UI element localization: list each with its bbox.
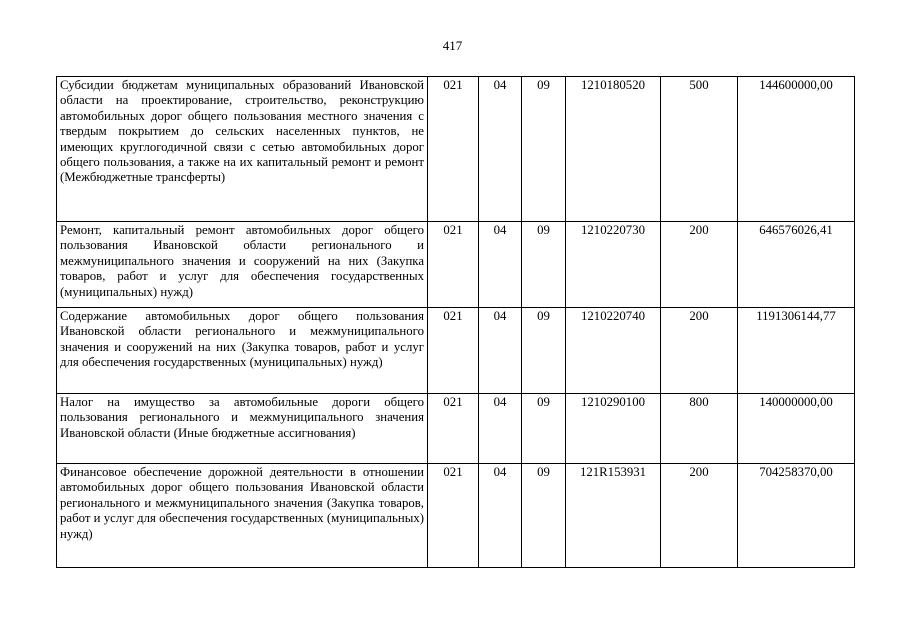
- section-code: 04: [479, 222, 522, 308]
- row-description: Содержание автомобильных дорог общего пользования Ивановской области регионального и межмуниципального значения и сооружений на них (Закупка товаров, работ и услуг для обеспечения государственных (муниципальных) нужд): [57, 308, 428, 394]
- target-article-code: 1210180520: [566, 77, 661, 222]
- expense-type-code: 800: [661, 394, 738, 464]
- table-row: [57, 308, 855, 394]
- subsection-code: 09: [522, 394, 566, 464]
- section-code: 04: [479, 464, 522, 568]
- table-row: [57, 222, 855, 308]
- table-row: [57, 464, 855, 568]
- section-code: 04: [479, 308, 522, 394]
- row-description: Субсидии бюджетам муниципальных образований Ивановской области на проектирование, строительство, реконструкцию автомобильных дорог общего пользования местного значения с твердым покрытием до сельских населенных пунктов, не имеющих круглогодичной связи с сетью автомобильных дорог общего пользования, а также на их капитальный ремонт и ремонт (Межбюджетные трансферты): [57, 77, 428, 222]
- row-description: Ремонт, капитальный ремонт автомобильных дорог общего пользования Ивановской области регионального и межмуниципального значения и сооружений на них (Закупка товаров, работ и услуг для обеспечения государственных (муниципальных) нужд): [57, 222, 428, 308]
- ministry-code: 021: [428, 222, 479, 308]
- page-number: 417: [442, 38, 463, 53]
- expense-type-code: 200: [661, 222, 738, 308]
- ministry-code: 021: [428, 77, 479, 222]
- subsection-code: 09: [522, 222, 566, 308]
- amount: 704258370,00: [738, 464, 855, 568]
- target-article-code: 1210220730: [566, 222, 661, 308]
- amount: 646576026,41: [738, 222, 855, 308]
- row-description: Налог на имущество за автомобильные дороги общего пользования регионального и межмуниципального значения Ивановской области (Иные бюджетные ассигнования): [57, 394, 428, 464]
- target-article-code: 1210290100: [566, 394, 661, 464]
- ministry-code: 021: [428, 464, 479, 568]
- section-code: 04: [479, 394, 522, 464]
- subsection-code: 09: [522, 464, 566, 568]
- expense-type-code: 200: [661, 464, 738, 568]
- table-row: [57, 77, 855, 222]
- budget-table: [56, 76, 855, 568]
- expense-type-code: 200: [661, 308, 738, 394]
- amount: 1191306144,77: [738, 308, 855, 394]
- table-row: [57, 394, 855, 464]
- ministry-code: 021: [428, 308, 479, 394]
- ministry-code: 021: [428, 394, 479, 464]
- subsection-code: 09: [522, 77, 566, 222]
- target-article-code: 1210220740: [566, 308, 661, 394]
- row-description: Финансовое обеспечение дорожной деятельности в отношении автомобильных дорог общего пользования Ивановской области регионального и межмуниципального значения (Закупка товаров, работ и услуг для обеспечения государственных (муниципальных) нужд): [57, 464, 428, 568]
- amount: 140000000,00: [738, 394, 855, 464]
- expense-type-code: 500: [661, 77, 738, 222]
- amount: 144600000,00: [738, 77, 855, 222]
- section-code: 04: [479, 77, 522, 222]
- subsection-code: 09: [522, 308, 566, 394]
- target-article-code: 121R153931: [566, 464, 661, 568]
